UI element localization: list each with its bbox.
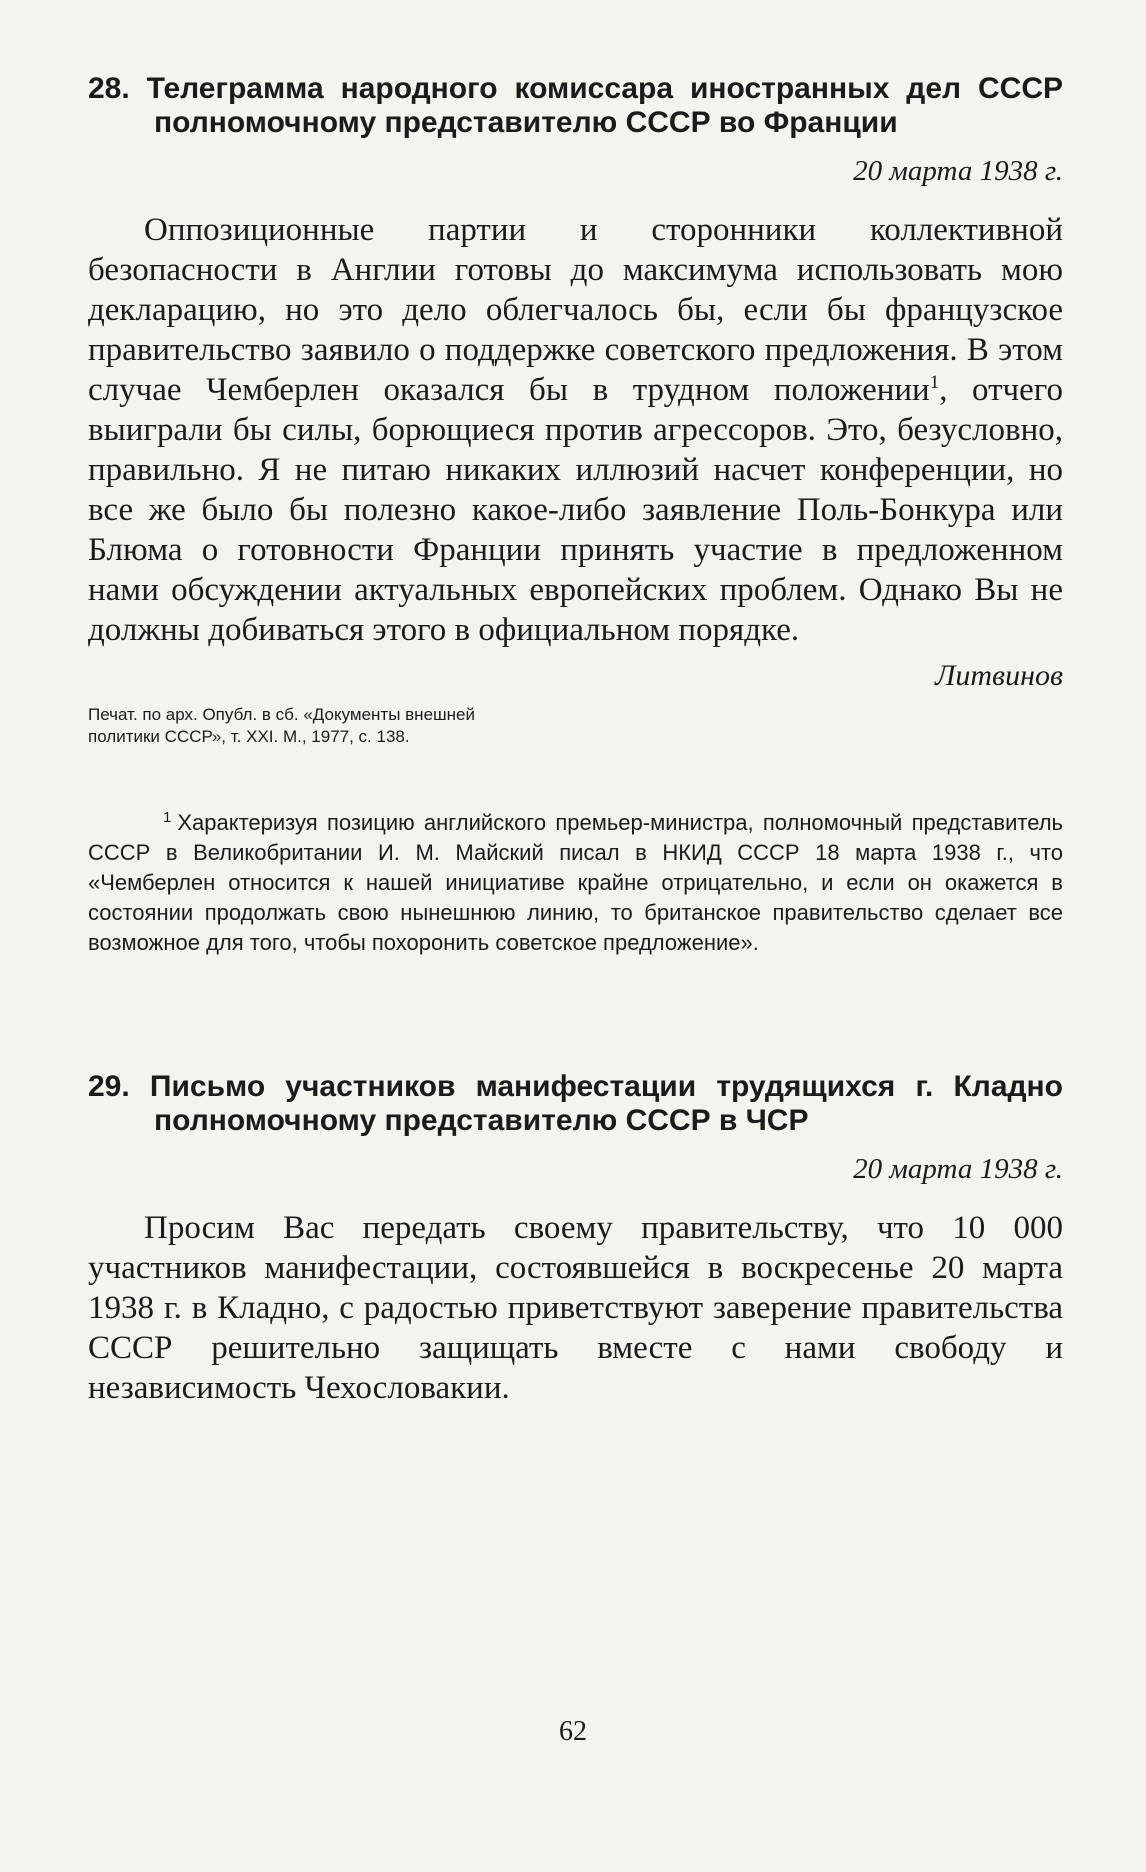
- footnote-reference: 1: [929, 372, 940, 393]
- document-28: [88, 72, 1063, 958]
- document-page: [88, 72, 1063, 1408]
- page-number: 62: [559, 1716, 587, 1747]
- document-title: Письмо участников манифестации трудящихся г. Кладно полномочному представителю СССР в ЧСР: [149, 1070, 1063, 1137]
- footnote-mark: 1: [163, 808, 172, 826]
- document-body: [88, 210, 1063, 650]
- document-date: 20 марта 1938 г.: [853, 155, 1063, 187]
- document-number: 28.: [88, 72, 130, 105]
- document-title: Телеграмма народного комиссара иностранных дел СССР полномочному представителю СССР во Франции: [146, 72, 1063, 139]
- document-heading: [88, 1070, 1063, 1138]
- document-date: 20 марта 1938 г.: [853, 1153, 1063, 1185]
- body-text-part-1: Оппозиционные партии и сторонники коллективной безопасности в Англии готовы до максимума использовать мою декларацию, но это дело облегчалось бы, если бы французское правительство заявило о поддержке советского предложения. В этом случае Чемберлен оказался бы в трудном положении: [88, 212, 1063, 408]
- footnote: [88, 808, 1063, 958]
- document-body: Просим Вас передать своему правительству, что 10 000 участников манифестации, состоявшейся в воскресенье 20 марта 1938 г. в Кладно, с радостью приветствуют заверение правительства СССР решительно защищать вместе с нами свободу и независимость Чехословакии.: [88, 1210, 1063, 1406]
- source-note: Печат. по арх. Опубл. в сб. «Документы внешней политики СССР», т. XXI. М., 1977, с. 138.: [88, 705, 475, 746]
- document-29: [88, 1070, 1063, 1408]
- body-text-part-2: , отчего выиграли бы силы, борющиеся против агрессоров. Это, безусловно, правильно. Я не питаю никаких иллюзий насчет конференции, но все же было бы полезно какое-либо заявление Поль-Бонкура или Блюма о готовности Франции принять участие в предложенном нами обсуждении актуальных европейских проблем. Однако Вы не должны добиваться этого в официальном порядке.: [88, 372, 1063, 648]
- signature: Литвинов: [935, 659, 1063, 692]
- footnote-text: Характеризуя позицию английского премьер-министра, полномочный представитель СССР в Великобритании И. М. Майский писал в НКИД СССР 18 марта 1938 г., что «Чемберлен относится к нашей инициативе крайне отрицательно, и если он окажется в состоянии продолжать свою нынешнюю линию, то британское правительство сделает все возможное для того, чтобы похоронить советское предложение».: [88, 810, 1063, 955]
- document-number: 29.: [88, 1070, 130, 1103]
- document-heading: [88, 72, 1063, 140]
